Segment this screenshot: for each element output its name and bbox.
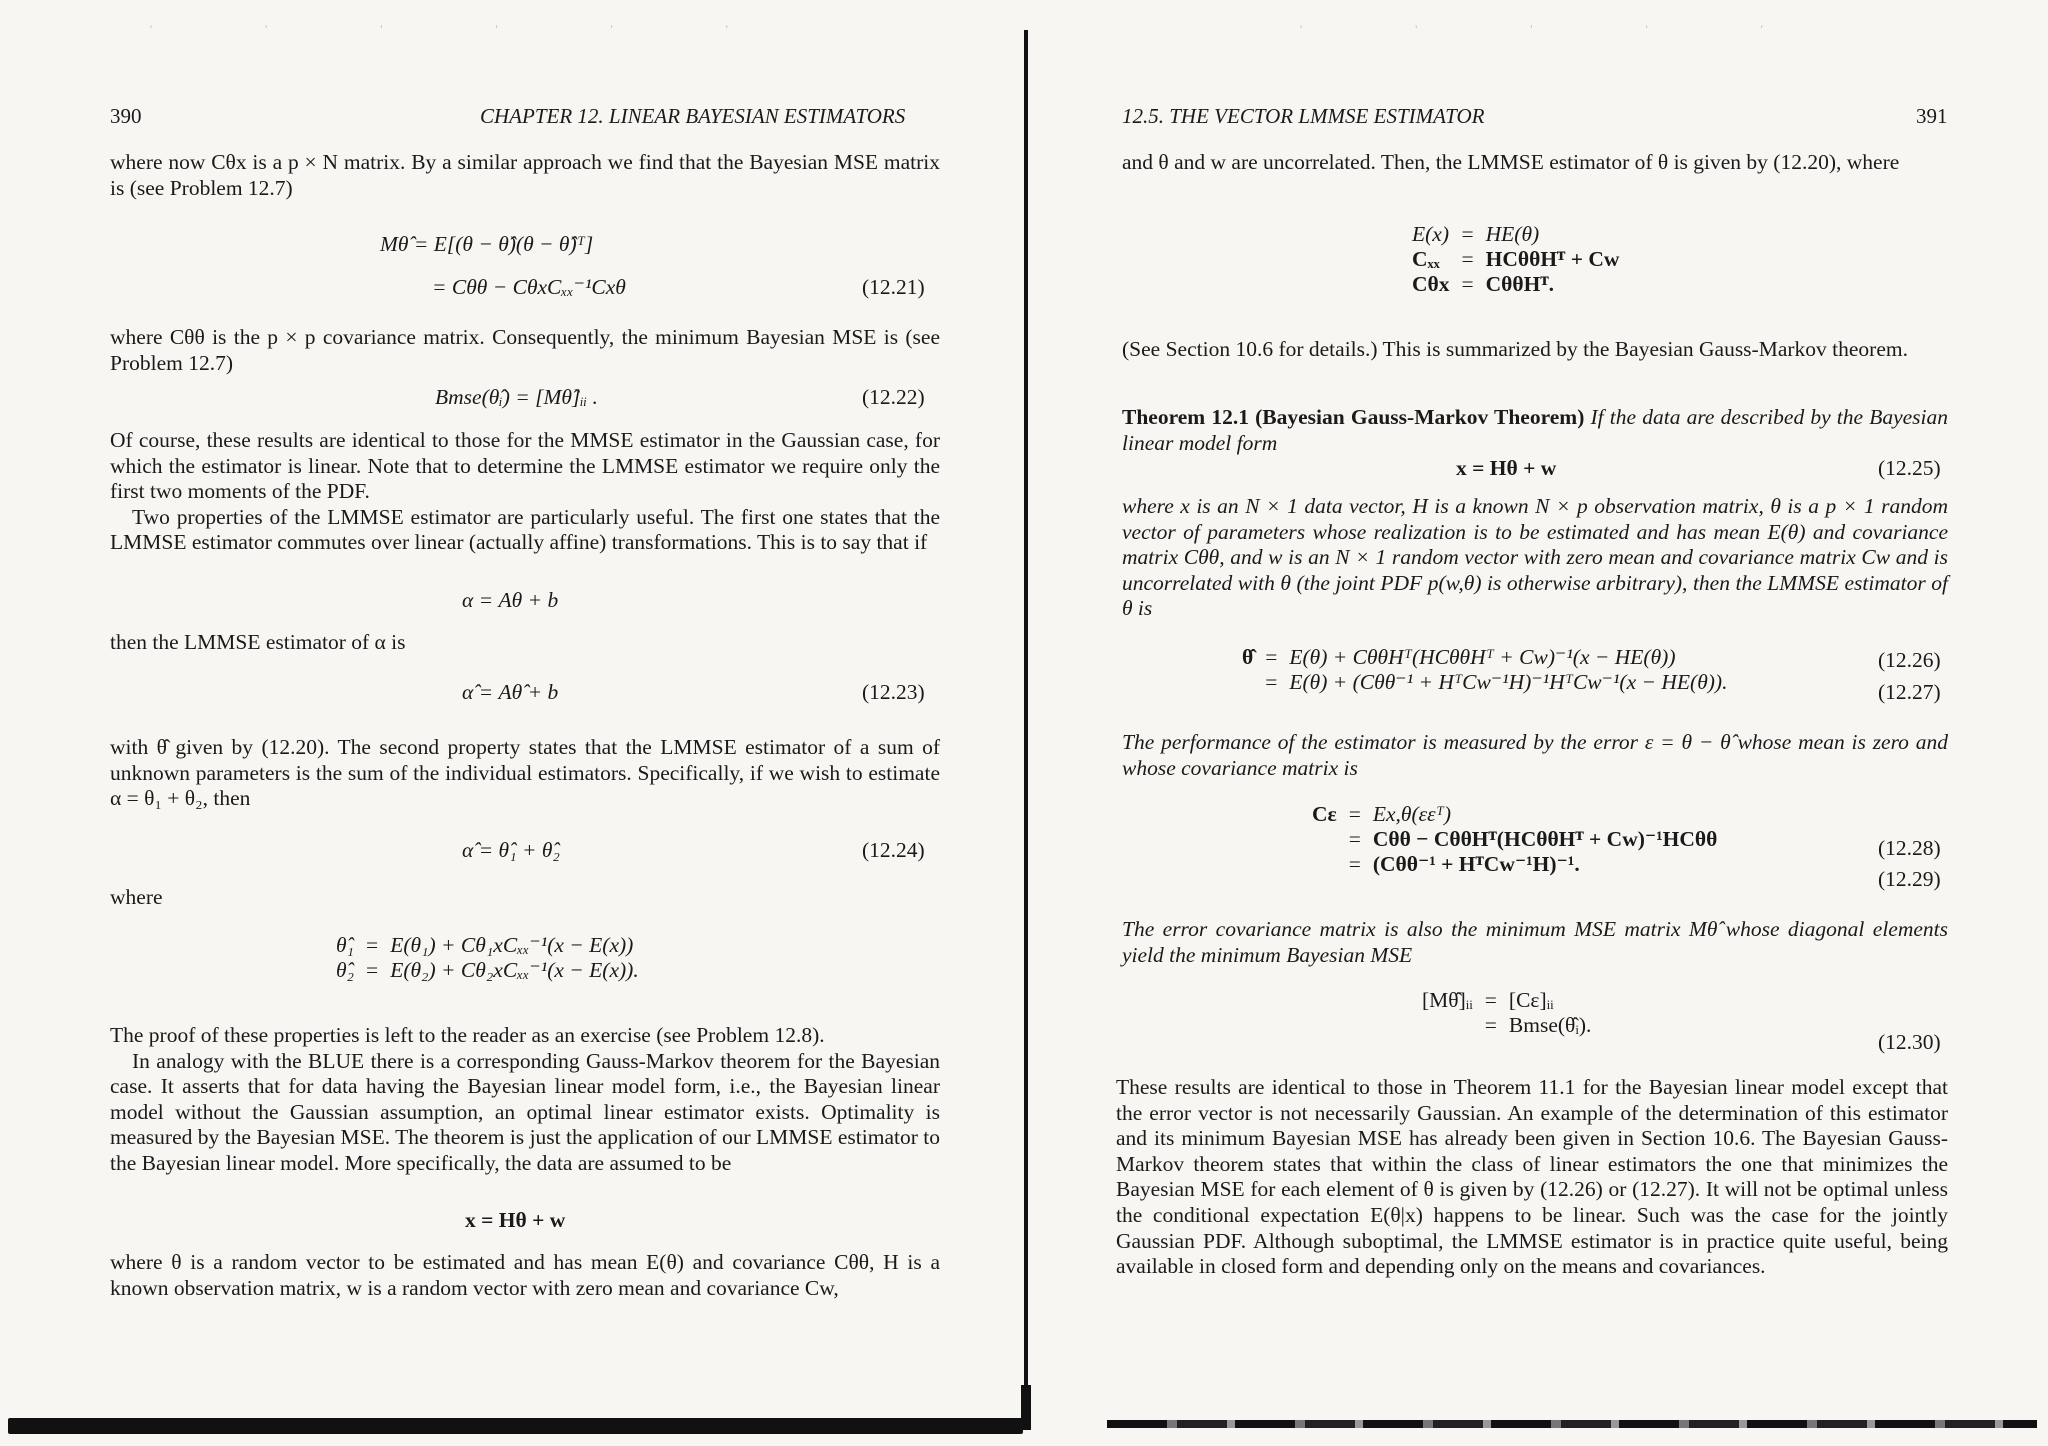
equation-array: [Mθ̂]ᵢᵢ = [Cε]ᵢᵢ = Bmse(θ̂ᵢ). [1422,988,1592,1037]
paragraph: and θ and w are uncorrelated. Then, the LMMSE estimator of θ is given by (12.20), where [1122,150,1900,174]
right-page [1036,0,2048,1446]
paragraph: Of course, these results are identical to those for the MMSE estimator in the Gaussian case, for which the estimator is linear. Note that to determine the LMMSE estimator we require only the first two moments of the PDF. Two properties of the LMMSE estimator are particularly useful. The first one states that the LMMSE estimator commutes over linear (actually affine) transformations. This is to say that if [110,428,940,555]
equation-number: (12.25) [1878,456,1941,480]
scan-marks: ' ' ' ' ' ' [150,22,783,36]
theorem: Theorem 12.1 (Bayesian Gauss-Markov Theorem) If the data are described by the Bayesian linear model form [1122,405,1949,455]
equation: x = Hθ + w [1456,456,1557,480]
running-head: 12.5. THE VECTOR LMMSE ESTIMATOR [1122,104,1485,128]
equation: α = Aθ + b [462,588,559,612]
paragraph: where [110,885,163,909]
equation: = Cθθ − CθxCₓₓ⁻¹Cxθ [432,275,626,299]
left-page [0,0,1018,1446]
theorem-title: Theorem 12.1 (Bayesian Gauss-Markov Theorem) [1122,405,1585,429]
equation-number: (12.21) [862,275,925,299]
equation: α̂ = Aθ̂ + b [462,680,559,704]
equation-number: (12.28) [1878,836,1941,860]
equation-array: Cε = Ex,θ(εεᵀ) = Cθθ − CθθHᵀ(HCθθHᵀ + Cw)⁻¹HCθθ = (Cθθ⁻¹ + HᵀCw⁻¹H)⁻¹. [1312,802,1718,876]
equation-array: E(x) = HE(θ) Cₓₓ = HCθθHᵀ + Cw Cθx = CθθHᵀ. [1412,222,1620,296]
equation: Bmse(θ̂ᵢ) = [Mθ̂]ᵢᵢ . [435,385,598,409]
paragraph: (See Section 10.6 for details.) This is summarized by the Bayesian Gauss-Markov theorem. [1122,337,1908,361]
equation-number: (12.23) [862,680,925,704]
equation-array: θ̂₁ = E(θ₁) + Cθ₁xCₓₓ⁻¹(x − E(x)) θ̂₂ = E(θ₂) + Cθ₂xCₓₓ⁻¹(x − E(x)). [336,933,639,982]
equation-array: θ̂ = E(θ) + CθθHᵀ(HCθθHᵀ + Cw)⁻¹(x − HE(θ)) = E(θ) + (Cθθ⁻¹ + HᵀCw⁻¹H)⁻¹HᵀCw⁻¹(x − HE(θ)). [1242,645,1728,694]
paragraph: with θ̂ given by (12.20). The second property states that the LMMSE estimator of a sum of unknown parameters is the sum of the individual estimators. Specifically, if we wish to estimate α = θ₁ + θ₂, then [110,735,940,811]
paragraph: The proof of these properties is left to the reader as an exercise (see Problem 12.8). In analogy with the BLUE there is a corresponding Gauss-Markov theorem for the Bayesian case. It asserts that for data having the Bayesian linear model form, i.e., the Bayesian linear model without the Gaussian assumption, an optimal linear estimator exists. Optimality is measured by the Bayesian MSE. The theorem is just the application of our LMMSE estimator to the Bayesian linear model. More specifically, the data are assumed to be [110,1023,940,1175]
equation-number: (12.26) [1878,648,1941,672]
paragraph: where Cθθ is the p × p covariance matrix. Consequently, the minimum Bayesian MSE is (see Problem 12.7) [110,325,940,375]
paragraph: These results are identical to those in Theorem 11.1 for the Bayesian linear model except that the error vector is not necessarily Gaussian. An example of the determination of this estimator and its minimum Bayesian MSE has already been given in Section 10.6. The Bayesian Gauss-Markov theorem states that within the class of linear estimators the one that minimizes the Bayesian MSE for each element of θ is given by (12.26) or (12.27). It will not be optimal unless the conditional expectation E(θ|x) happens to be linear. Such was the case for the jointly Gaussian PDF. Although suboptimal, the LMMSE estimator is in practice quite useful, being available in closed form and depending only on the means and covariances. [1116,1075,1948,1279]
page-number: 391 [1916,104,1948,128]
paragraph: then the LMMSE estimator of α is [110,630,406,654]
equation-number: (12.27) [1878,680,1941,704]
page-edge-shadow [8,1418,1023,1434]
equation-number: (12.22) [862,385,925,409]
paragraph: The error covariance matrix is also the minimum MSE matrix Mθ̂ whose diagonal elements yield the minimum Bayesian MSE [1122,917,1948,967]
equation: Mθ̂ = E[(θ − θ̂)(θ − θ̂)ᵀ] [380,232,594,256]
running-head: CHAPTER 12. LINEAR BAYESIAN ESTIMATORS [480,104,906,128]
scan-marks: ' ' ' ' ' [1300,22,1818,36]
equation: x = Hθ + w [465,1208,566,1232]
equation: α̂ = θ̂₁ + θ̂₂ [462,838,560,862]
page-number: 390 [110,104,142,128]
equation-number: (12.29) [1878,867,1941,891]
paragraph: where θ is a random vector to be estimated and has mean E(θ) and covariance Cθθ, H is a known observation matrix, w is a random vector with zero mean and covariance Cw, [110,1250,940,1300]
paragraph: where now Cθx is a p × N matrix. By a similar approach we find that the Bayesian MSE matrix is (see Problem 12.7) [110,150,940,200]
equation-number: (12.24) [862,838,925,862]
equation-number: (12.30) [1878,1030,1941,1054]
paragraph: The performance of the estimator is measured by the error ε = θ − θ̂ whose mean is zero and whose covariance matrix is [1122,730,1948,780]
book-spine [1024,30,1028,1430]
theorem-body: where x is an N × 1 data vector, H is a known N × p observation matrix, θ is a p × 1 random vector of parameters whose realization is to be estimated and has mean E(θ) and covariance matrix Cθθ, and w is an N × 1 random vector with zero mean and covariance matrix Cw and is uncorrelated with θ (the joint PDF p(w,θ) is otherwise arbitrary), then the LMMSE estimator of θ is [1122,494,1948,621]
